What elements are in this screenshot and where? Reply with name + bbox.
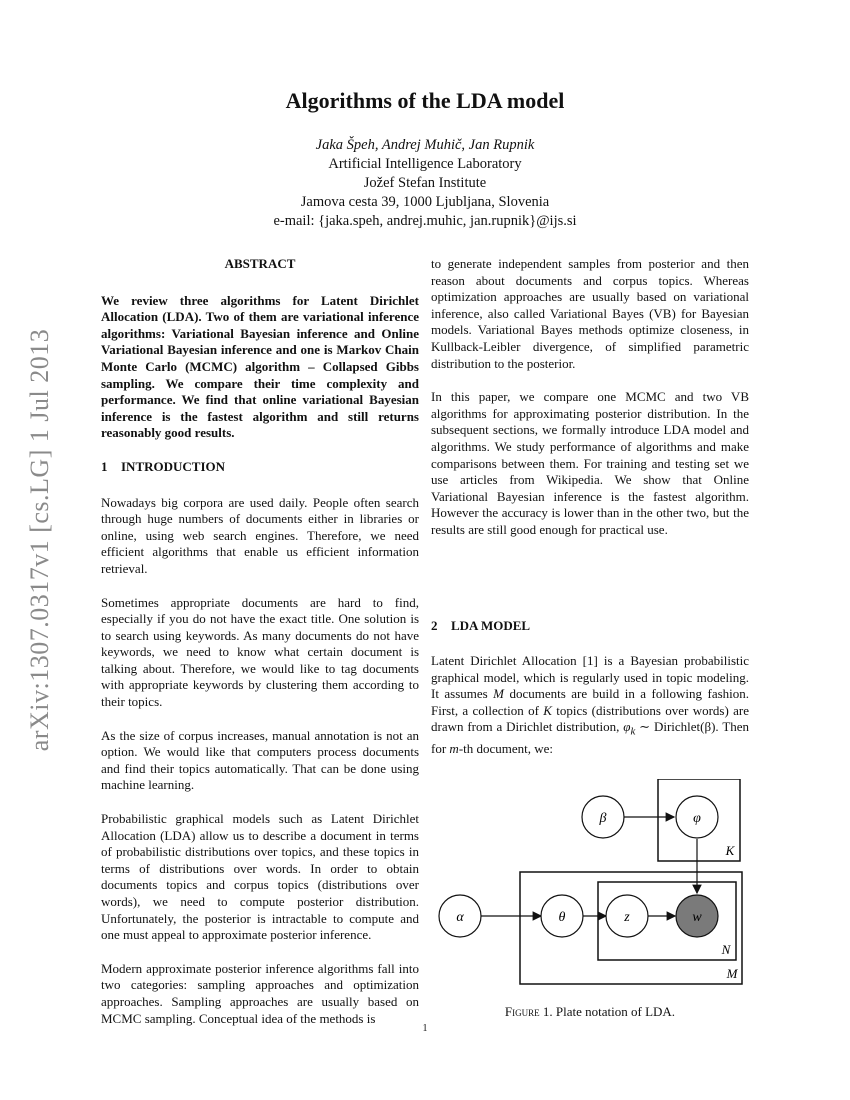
label-theta: θ [558,910,566,925]
section-number: 2 [431,617,438,633]
paragraph: Probabilistic graphical models such as Latent Dirichlet Allocation (LDA) allow us to describe a document in terms of probabilistic distributions over topics, and these topics in terms of distributions over words. In order to obtain documents topics and corpus topics (distributions over words), we need to compute posterior distribution. Unfortunately, the posterior is intractable to compute and one must appeal to approximate posterior inference. [101,811,419,943]
figure-caption [431,1004,749,1020]
plate-label-k: K [725,843,735,858]
plate-notation-diagram [436,779,744,989]
paragraph: In this paper, we compare one MCMC and two VB algorithms for approximating posterior distribution. In the subsequent sections, we formally introduce LDA model and algorithms. We study performance of algorithms and make comparisons between them. For training and testing set we use articles from Wikipedia. We show that Online Variational Bayesian inference is the fastest algorithm. However the accuracy is lower than in the other two, but the results are still good enough for practical use. [431,389,749,537]
label-w: w [692,910,702,925]
section-heading-lda-model [431,618,749,635]
abstract-heading: ABSTRACT [224,256,296,271]
section-title: INTRODUCTION [121,458,226,474]
page-number: 1 [422,1023,428,1034]
affiliation-lab: Artificial Intelligence Laboratory [328,156,522,172]
caption-label: Figure 1. [504,1004,553,1019]
section-title: LDA MODEL [451,617,531,633]
right-column [431,256,749,774]
paper-title: Algorithms of the LDA model [285,88,565,113]
caption-text: Plate notation of LDA. [555,1004,676,1019]
label-phi: φ [693,811,701,826]
abstract-text: We review three algorithms for Latent Dirichlet Allocation (LDA). Two of them are variational inference algorithms: Variational Bayesian inference and Online Variational Bayesian inference and one is Markov Chain Monte Carlo (MCMC) algorithm – Collapsed Gibbs sampling. We compare their time complexity and performance. We find that online variational Bayesian inference is the fastest algorithm and still returns reasonably good results. [101,292,419,441]
author-block [0,136,850,231]
address: Jamova cesta 39, 1000 Ljubljana, Slovenia [300,194,550,210]
paragraph: to generate independent samples from posterior and then reason about documents and corpus topics. Whereas optimization approaches are usually based on variational inference, also called Variational Bayes (VB) for Bayesian models. Variational Bayes methods optimize closeness, in Kullback-Leibler divergence, of simplified parametric distribution to the posterior. [431,256,749,371]
paragraph-lda: Latent Dirichlet Allocation [1] is a Bayesian probabilistic graphical model, which is regularly used in topic modeling. It assumes M documents are build in a following fashion. First, a collection of K topics (distributions over words) are drawn from a Dirichlet distribution, $\varphi_k$ ∼ Dirichlet(β). Then for m-th document, we: [431,653,750,756]
plate-label-m: M [726,966,738,981]
plate-label-n: N [721,942,731,957]
section-heading-introduction [101,459,419,476]
arxiv-identifier: arXiv:1307.0317v1 [cs.LG] 1 Jul 2013 [25,328,54,752]
paragraph: Nowadays big corpora are used daily. People often search through huge numbers of documents either in libraries or online, using web search engines. Therefore, we need efficient algorithms that enable us efficient information retrieval. [101,494,419,576]
label-z: z [624,910,630,925]
arxiv-sidebar [25,320,55,760]
label-alpha: α [456,910,464,925]
email: e-mail: {jaka.speh, andrej.muhic, jan.rupnik}@ijs.si [273,213,577,229]
label-beta: β [599,811,607,826]
paragraph: Sometimes appropriate documents are hard to find, especially if you do not have the exact title. One solution is to search using keywords. As many documents do not have keywords, we need to know what certain document is talking about. Therefore, we would like to tag documents with appropriate keywords by clustering them according to their topics. [101,594,419,710]
paragraph: As the size of corpus increases, manual annotation is not an option. We would like that computers process documents and find their topics automatically. That can be done using machine learning. [101,727,419,793]
paragraph: Modern approximate posterior inference algorithms fall into two categories: sampling approaches and optimization approaches. Sampling approaches are usually based on MCMC sampling. Conceptual idea of the methods is [101,960,419,1026]
author-names: Jaka Špeh, Andrej Muhič, Jan Rupnik [315,137,535,153]
left-column [101,256,419,1044]
affiliation-institute: Jožef Stefan Institute [363,175,487,191]
section-number: 1 [101,458,108,474]
